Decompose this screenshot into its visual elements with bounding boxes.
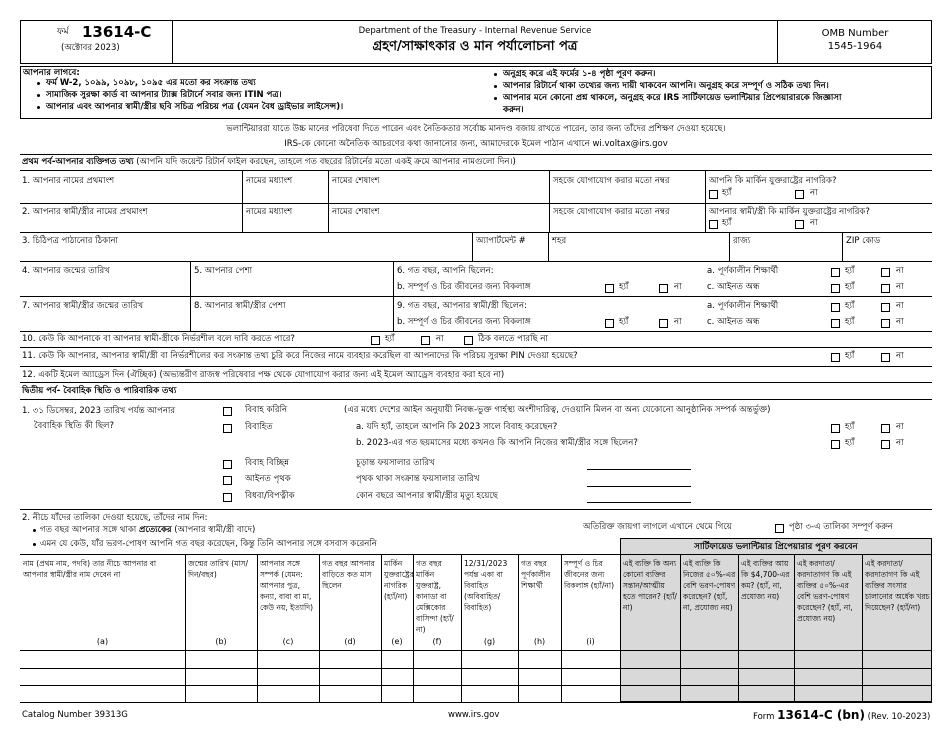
q10-no-checkbox[interactable]	[421, 336, 430, 345]
divorced-date-field[interactable]	[587, 469, 691, 470]
agency: Department of the Treasury - Internal Revenue Service	[358, 26, 592, 36]
omb-number: 1545-1964	[827, 41, 883, 52]
married-label: বিবাহিত	[245, 422, 273, 432]
table-cell[interactable]	[518, 668, 561, 685]
divorced-label: বিবাহ বিচ্ছিন্ন	[245, 458, 290, 468]
needs-item: আপনার এবং আপনার স্বামী/স্ত্রীর ছবি সচিত্র পরিচয় পত্র (যেমন বৈধ ড্রাইভার লাইসেন্স)।	[46, 102, 344, 112]
married-a-label: a. যদি হ্যাঁ, তাহলে আপনি কি 2023 সালে বিবাহ করেছেন?	[356, 422, 558, 432]
last-label: নামের শেষাংশ	[332, 207, 380, 217]
column-letter: (f)	[432, 637, 442, 646]
column-header: 12/31/2023 পর্যন্ত একা বা বিবাহিত (অবিবাহিত/ বিবাহিত)	[464, 559, 508, 612]
no-label: না	[436, 334, 444, 344]
blind-label: c. আইনত অন্ধ	[707, 317, 760, 327]
notice-line2: IRS-কে কোনো অনৈতিক আচরণের কথা জানানোর জন্য, আমাদেরকে ইমেল পাঠান এখানে wi.voltax@irs.gov	[284, 139, 668, 149]
table-cell[interactable]	[794, 668, 862, 685]
household-bullet-2: এমন যে কেউ, যাঁর ভরণ-পোষণ আপনি গত বছর করেছেন, কিন্তু তিনি আপনার সঙ্গে বসবাস করেননি	[40, 539, 377, 549]
page3-label: পৃষ্ঠা ৩-এ তালিকা সম্পূর্ণ করুন	[789, 522, 893, 532]
never-married-label: বিবাহ করিনি	[245, 405, 288, 415]
catalog-number: Catalog Number 39313G	[22, 710, 128, 720]
needs-item: সামাজিক সুরক্ষা কার্ড বা আপনার ট্যাক্স রিটার্নে সবার জন্য ITIN পত্র।	[46, 90, 282, 100]
yes-label: হ্যাঁ	[845, 282, 855, 292]
table-cell[interactable]	[862, 668, 932, 685]
married-b-no-checkbox[interactable]	[881, 440, 890, 449]
column-header: নাম (প্রথম নাম, পদবি) তার নীচে আপনার বা আপনার স্বামী/স্ত্রীর নাম দেবেন না	[23, 559, 157, 579]
no-label: না	[896, 422, 904, 432]
column-header: গত বছর আপনার বাড়িতে কত মাস ছিলেন	[322, 559, 375, 590]
marital-q-line1: 1. ৩১ ডিসেম্বর, 2023 তারিখ পর্যন্ত আপনার	[22, 406, 176, 416]
no-label: না	[896, 317, 904, 327]
no-label: না	[810, 218, 818, 228]
right-item: আপনার মনে কোনো প্রশ্ন থাকলে, অনুগ্রহ করে IRS সার্টিফায়েড ভলান্টিয়ার প্রিপেয়ারারকে জিজ্ঞাসা	[503, 93, 842, 103]
q4-label: 4. আপনার জন্মের তারিখ	[22, 266, 110, 276]
table-cell[interactable]	[738, 685, 794, 702]
blind-label: c. আইনত অন্ধ	[707, 282, 760, 292]
column-letter: (g)	[483, 637, 496, 646]
yes-label: হ্যাঁ	[722, 218, 732, 228]
column-header: জন্মের তারিখ (মাস/দিন/বছর)	[188, 559, 249, 579]
part2-title: দ্বিতীয় পর্ব- বৈবাহিক স্থিতি ও পারিবারিক তথ্য	[22, 386, 177, 396]
last-label: নামের শেষাংশ	[332, 176, 380, 186]
separated-date-label: পৃথক থাকা সংক্রান্ত ফয়সালার তারিখ	[356, 474, 480, 484]
yes-label: হ্যাঁ	[845, 422, 855, 432]
citizen-you-label: আপনি কি মার্কিন যুক্তরাষ্ট্রের নাগরিক?	[709, 176, 837, 186]
q6c-no-checkbox[interactable]	[881, 284, 890, 293]
q9c-no-checkbox[interactable]	[881, 319, 890, 328]
state-label: রাজ্য	[733, 236, 751, 246]
table-cell[interactable]	[738, 668, 794, 685]
column-letter: (c)	[282, 637, 294, 646]
table-cell[interactable]	[185, 685, 257, 702]
table-cell[interactable]	[185, 668, 257, 685]
no-label: না	[896, 438, 904, 448]
table-cell[interactable]	[518, 685, 561, 702]
table-cell[interactable]	[413, 668, 461, 685]
right-item: অনুগ্রহ করে এই ফর্মের ১-৪ পৃষ্ঠা পূরণ করুন।	[503, 69, 656, 79]
no-label: না	[674, 282, 682, 292]
form-number: 13614-C	[82, 23, 152, 41]
column-header: গত বছর মার্কিন যুক্তরাষ্ট্র, কানাডা বা মেক্সিকোর বাসিন্দা (হ্যাঁ/না)	[416, 559, 454, 634]
table-cell[interactable]	[461, 650, 518, 667]
table-cell[interactable]	[620, 650, 680, 667]
column-header: এই করদাতা/ করদাতাগণ কি এই ব্যক্তির ৫০%-এর বেশি ভরণ-পোষণ করেছেন? (হ্যাঁ, না, প্রযোজ্য নয়)	[797, 559, 853, 623]
table-cell[interactable]	[461, 685, 518, 702]
q7-label: 7. আপনার স্বামী/স্ত্রীর জন্মের তারিখ	[22, 301, 144, 311]
yes-label: হ্যাঁ	[845, 266, 855, 276]
q9b-no-checkbox[interactable]	[659, 319, 668, 328]
q6c-yes-checkbox[interactable]	[831, 284, 840, 293]
table-cell[interactable]	[20, 685, 185, 702]
never-married-note: (এর মধ্যে দেশের আইন অনুযায়ী নিবন্ধ-ভুক্ত গার্হস্থ্য অংশীদারিত্ব, দেওয়ানি মিলন বা অন্য যেকোনো আনুষ্ঠানিক সম্পর্ক অন্তর্ভুক্ত)	[344, 405, 771, 415]
q10-unsure-checkbox[interactable]	[464, 336, 473, 345]
widowed-year-field[interactable]	[587, 502, 691, 503]
divorced-date-label: চূড়ান্ত ফয়সালার তারিখ	[356, 458, 435, 468]
citizen-you-no-checkbox[interactable]	[795, 190, 804, 199]
apt-label: অ্যাপার্টমেন্ট #	[476, 236, 526, 246]
yes-label: হ্যাঁ	[619, 317, 629, 327]
cvp-header: সার্টিফায়েড ভলান্টিয়ার প্রিপেয়ারার পূরণ করবেন	[694, 542, 858, 552]
yes-label: হ্যাঁ	[845, 317, 855, 327]
table-cell[interactable]	[381, 685, 413, 702]
disabled-label: b. সম্পূর্ণ ও চির জীবনের জন্য বিকলাঙ্গ	[397, 282, 531, 292]
column-header: গত বছর পূর্ণকালীন শিক্ষার্থী	[521, 559, 551, 590]
column-letter: (h)	[533, 637, 546, 646]
table-cell[interactable]	[794, 650, 862, 667]
q9c-yes-checkbox[interactable]	[831, 319, 840, 328]
widowed-label: বিধবা/বিপত্নীক	[245, 491, 295, 501]
q9a-no-checkbox[interactable]	[881, 303, 890, 312]
widowed-checkbox[interactable]	[223, 493, 232, 502]
q12-label: 12. একটি ইমেল অ্যাড্রেস দিন (ঐচ্ছিক) (অভ্যন্তরীণ রাজস্ব পরিষেবার পক্ষ থেকে যোগাযোগ করার জন্য এই ইমেল অ্যাড্রেস ব্যবহার করা হবে না)	[22, 370, 505, 380]
q10-label: 10. কেউ কি আপনাকে বা আপনার স্বামী-স্ত্রীকে নির্ভরশীল বলে দাবি করতে পারে?	[22, 334, 295, 344]
married-checkbox[interactable]	[223, 424, 232, 433]
table-cell[interactable]	[794, 685, 862, 702]
yes-label: হ্যাঁ	[845, 438, 855, 448]
table-cell[interactable]	[257, 650, 319, 667]
q2-household-label: 2. নীচে যাঁদের তালিকা দেওয়া হয়েছে, তাঁদের নাম দিন:	[22, 513, 208, 523]
yes-label: হ্যাঁ	[845, 301, 855, 311]
table-cell[interactable]	[20, 668, 185, 685]
table-cell[interactable]	[561, 685, 620, 702]
separated-checkbox[interactable]	[223, 476, 232, 485]
q6-label: 6. গত বছর, আপনি ছিলেন:	[397, 266, 494, 276]
divorced-checkbox[interactable]	[223, 460, 232, 469]
q9b-yes-checkbox[interactable]	[605, 319, 614, 328]
column-letter: (d)	[344, 637, 356, 646]
q1-label: 1. আপনার নামের প্রথমাংশ	[22, 176, 115, 186]
form-prefix: ফর্ম	[57, 27, 69, 37]
needs-heading: আপনার লাগবে:	[23, 68, 80, 78]
student-label: a. পূর্ণকালীন শিক্ষার্থী	[707, 266, 779, 276]
never-married-checkbox[interactable]	[223, 407, 232, 416]
column-header: এই ব্যক্তির আয় কি $4,700-এর কম? (হ্যাঁ, না, প্রযোজ্য নয়)	[741, 559, 790, 601]
unsure-label: ঠিক বলতে পারছি না	[478, 334, 548, 344]
column-header: মার্কিন যুক্তরাষ্ট্রের নাগরিক (হ্যাঁ/না)	[384, 559, 414, 601]
yes-label: হ্যাঁ	[619, 282, 629, 292]
no-label: না	[896, 301, 904, 311]
phone-label: সহজে যোগাযোগ করার মতো নম্বর	[553, 207, 670, 217]
column-header: এই করদাতা/ করদাতাগণ কি এই ব্যক্তির সংসার চালানোর অর্ধেক খরচ দিয়েছেন? (হ্যাঁ/না)	[865, 559, 930, 612]
no-label: না	[674, 317, 682, 327]
footer-form: Form 13614-C (bn) (Rev. 10-2023)	[753, 708, 931, 722]
student-label: a. পূর্ণকালীন শিক্ষার্থী	[707, 301, 779, 311]
table-cell[interactable]	[20, 650, 185, 667]
column-letter: (e)	[391, 637, 403, 646]
disabled-label: b. সম্পূর্ণ ও চির জীবনের জন্য বিকলাঙ্গ	[397, 317, 531, 327]
no-label: না	[896, 351, 904, 361]
table-cell[interactable]	[620, 685, 680, 702]
table-cell[interactable]	[738, 650, 794, 667]
right-item: করুন।	[503, 105, 524, 115]
page-title: গ্রহণ/সাক্ষাৎকার ও মান পর্যালোচনা পত্র	[372, 39, 578, 54]
middle-label: নামের মধ্যাংশ	[246, 176, 293, 186]
right-item: আপনার রিটার্নে থাকা তথ্যের জন্য দায়ী থাকবেন আপনি। অনুগ্রহ করে সম্পূর্ণ ও সঠিক তথ্য দিন।	[503, 81, 829, 91]
yes-label: হ্যাঁ	[385, 334, 395, 344]
needs-item: ফর্ম W-2, ১০৯৯, ১০৯৮, ১০৯৫ এর মতো কর সংক্রান্ত তথ্য	[46, 78, 256, 88]
column-header: এই ব্যক্তি কি নিজের ৫০%-এর বেশি ভরণ-পোষণ করেছেন? (হ্যাঁ, না, প্রযোজ্য নয়)	[683, 559, 736, 612]
yes-label: হ্যাঁ	[845, 351, 855, 361]
widowed-year-label: কোন বছরে আপনার স্বামী/স্ত্রীর মৃত্যু হয়েছে	[356, 491, 498, 501]
phone-label: সহজে যোগাযোগ করার মতো নম্বর	[553, 176, 670, 186]
table-cell[interactable]	[185, 650, 257, 667]
city-label: শহর	[552, 236, 567, 246]
column-letter: (b)	[215, 637, 227, 646]
marital-q-line2: বৈবাহিক স্থিতি কী ছিল?	[34, 421, 114, 431]
q9a-yes-checkbox[interactable]	[831, 303, 840, 312]
q11-yes-checkbox[interactable]	[831, 353, 840, 362]
q6b-no-checkbox[interactable]	[659, 284, 668, 293]
q9-label: 9. গত বছর, আপনার স্বামী/স্ত্রী ছিলেন:	[397, 301, 527, 311]
married-b-label: b. 2023-এর গত ছয়মাসের মধ্যে কখনও কি আপনি নিজের স্বামী/স্ত্রীর সঙ্গে ছিলেন?	[356, 438, 638, 448]
table-cell[interactable]	[381, 668, 413, 685]
q11-label: 11. কেউ কি আপনার, আপনার স্বামী/স্ত্রী বা নির্ভরশীলের কর সংক্রান্ত তথ্য চুরি করে নিজের নামে ব্যবহার করেছিল বা আপনাদের কি পরিচয় সুরক্ষা PIN দেওয়া হয়েছে?	[22, 351, 578, 361]
table-cell[interactable]	[257, 668, 319, 685]
separated-label: আইনত পৃথক	[245, 474, 291, 484]
notice-line1: ভলান্টিয়াররা যাতে উচ্চ মানের পরিষেবা দিতে পারেন এবং নৈতিকতার সর্বোচ্চ মানদণ্ড বজায় রাখতে পারেন, তার জন্য তাঁদের প্রশিক্ষণ দেওয়া হয়েছে।	[226, 124, 726, 134]
part1-title: প্রথম পর্ব-আপনার ব্যক্তিগত তথ্য (আপনি যদি জয়েন্ট রিটার্ন ফাইল করছেন, তাহলে গত বছরের রিটার্নের মতো একই ক্রমে আপনার নামগুলো দিন।)	[22, 157, 516, 167]
zip-label: ZIP কোড	[846, 236, 881, 246]
citizen-spouse-no-checkbox[interactable]	[795, 220, 804, 229]
household-bullet-1: গত বছর আপনার সঙ্গে থাকা প্রত্যেকের (আপনার স্বামী/স্ত্রী বাদে)	[40, 525, 256, 535]
table-cell[interactable]	[680, 685, 738, 702]
no-label: না	[896, 282, 904, 292]
table-cell[interactable]	[862, 650, 932, 667]
yes-label: হ্যাঁ	[722, 188, 732, 198]
table-cell[interactable]	[518, 650, 561, 667]
table-cell[interactable]	[319, 685, 381, 702]
table-cell[interactable]	[413, 685, 461, 702]
column-header: সম্পূর্ণ ও চির জীবনের জন্য বিকলাঙ্গ (হ্যাঁ/না)	[564, 559, 615, 590]
citizen-you-yes-checkbox[interactable]	[709, 190, 718, 199]
married-a-no-checkbox[interactable]	[881, 424, 890, 433]
column-header: আপনার সঙ্গে সম্পর্ক (যেমন: আপনার পুত্র, কন্যা, বাবা বা মা, কেউ নয়, ইত্যাদি)	[260, 559, 314, 612]
column-letter: (i)	[586, 637, 595, 646]
table-cell[interactable]	[461, 668, 518, 685]
page3-checkbox[interactable]	[775, 524, 784, 533]
q3-label: 3. চিঠিপত্র পাঠানোর ঠিকানা	[22, 236, 119, 246]
married-a-yes-checkbox[interactable]	[831, 424, 840, 433]
table-cell[interactable]	[862, 685, 932, 702]
q6a-no-checkbox[interactable]	[881, 268, 890, 277]
citizen-spouse-yes-checkbox[interactable]	[709, 220, 718, 229]
form-date: (অক্টোবর 2023)	[61, 43, 120, 53]
citizen-spouse-label: আপনার স্বামী/স্ত্রী কি মার্কিন যুক্তরাষ্ট্রের নাগরিক?	[709, 207, 870, 217]
table-cell[interactable]	[680, 668, 738, 685]
table-cell[interactable]	[680, 650, 738, 667]
separated-date-field[interactable]	[587, 486, 691, 487]
table-cell[interactable]	[620, 668, 680, 685]
omb-label: OMB Number	[821, 28, 889, 39]
irs-url[interactable]: www.irs.gov	[448, 710, 500, 720]
q2-label: 2. আপনার স্বামী/স্ত্রীর নামের প্রথমাংশ	[22, 207, 148, 217]
table-cell[interactable]	[319, 650, 381, 667]
q11-no-checkbox[interactable]	[881, 353, 890, 362]
q6b-yes-checkbox[interactable]	[605, 284, 614, 293]
column-letter: (a)	[96, 637, 109, 646]
middle-label: নামের মধ্যাংশ	[246, 207, 293, 217]
table-cell[interactable]	[413, 650, 461, 667]
q6a-yes-checkbox[interactable]	[831, 268, 840, 277]
q10-yes-checkbox[interactable]	[371, 336, 380, 345]
no-label: না	[810, 188, 818, 198]
married-b-yes-checkbox[interactable]	[831, 440, 840, 449]
table-cell[interactable]	[561, 668, 620, 685]
table-cell[interactable]	[561, 650, 620, 667]
q8-label: 8. আপনার স্বামী/স্ত্রীর পেশা	[194, 301, 286, 311]
table-cell[interactable]	[319, 668, 381, 685]
column-header: এই ব্যক্তি কি অন্য কোনো ব্যক্তির সন্তান/আত্মীয় হতে পারেন? (হ্যাঁ/না)	[623, 559, 677, 612]
q5-label: 5. আপনার পেশা	[194, 266, 253, 276]
no-label: না	[896, 266, 904, 276]
table-cell[interactable]	[381, 650, 413, 667]
extra-space-label: অতিরিক্ত জায়গা লাগলে এখানে থেমে গিয়ে	[583, 522, 732, 532]
table-cell[interactable]	[257, 685, 319, 702]
